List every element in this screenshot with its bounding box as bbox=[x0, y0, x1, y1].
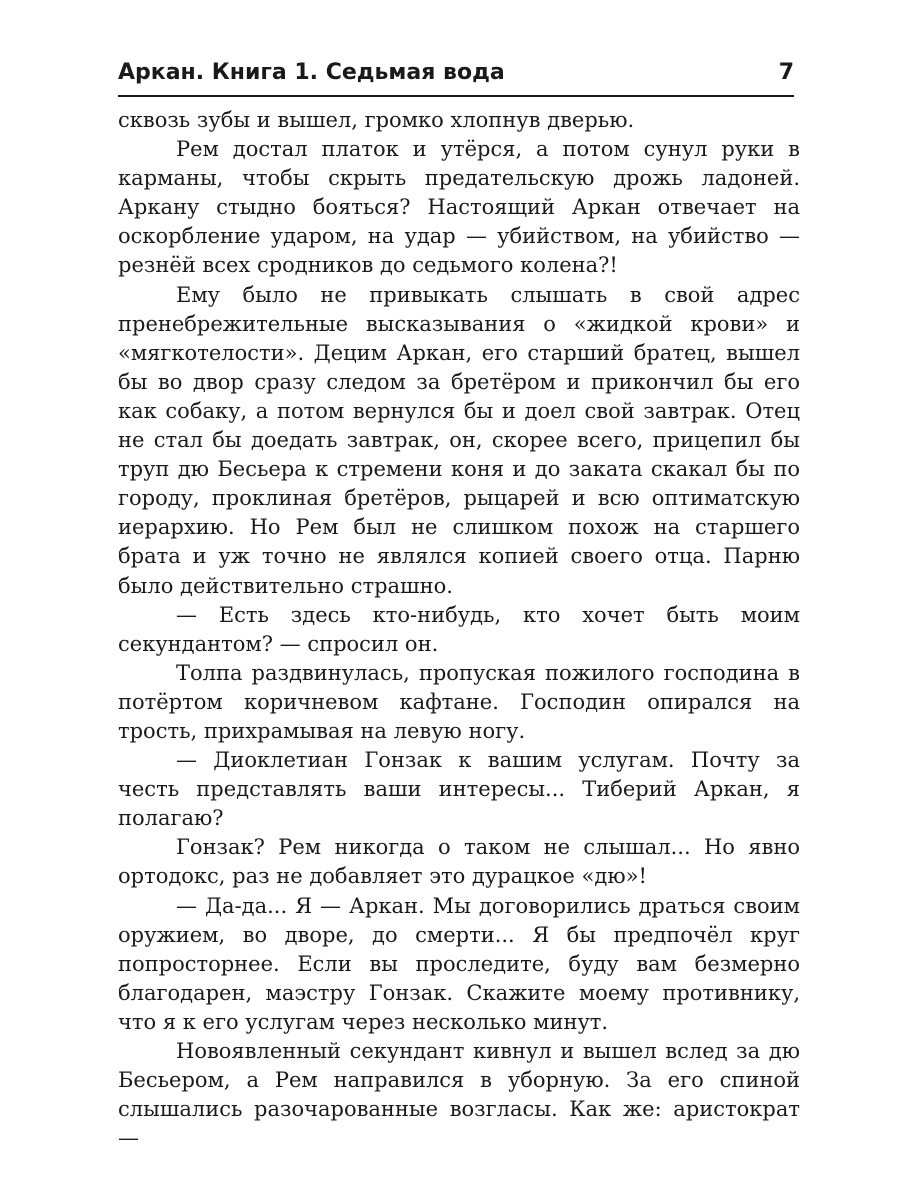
header-rule bbox=[118, 95, 794, 97]
paragraph: Толпа раздвинулась, пропуская пожилого господина в потёртом коричневом кафтане. Господин опирался на трость, прихрамывая на левую ногу. bbox=[118, 660, 800, 743]
dialogue-paragraph: — Диоклетиан Гонзак к вашим услугам. Почту за честь представлять ваши интересы... Тиберий Аркан, я полагаю? bbox=[118, 748, 800, 831]
dialogue-paragraph: — Да-да... Я — Аркан. Мы договорились драться своим оружием, во дворе, до смерти... Я бы предпочёл круг попросторнее. Если вы проследите, буду вам безмерно благодарен, маэстру Гонзак. Скажите моему противнику, что я к его услугам через несколько минут. bbox=[118, 893, 800, 1034]
paragraph: Новоявленный секундант кивнул и вышел вслед за дю Бесьером, а Рем направился в уборную. За его спиной слышались разочарованные возгласы. Как же: аристократ — bbox=[118, 1039, 800, 1151]
running-header bbox=[118, 58, 794, 98]
page-number: 7 bbox=[778, 60, 794, 85]
page-body bbox=[118, 106, 800, 1153]
paragraph: Гонзак? Рем никогда о таком не слышал... Но явно ортодокс, раз не добавляет это дурацкое «дю»! bbox=[118, 835, 800, 889]
book-title: Аркан. Книга 1. Седьмая вода bbox=[118, 60, 505, 85]
paragraph: Рем достал платок и утёрся, а потом сунул руки в карманы, чтобы скрыть предательскую дрожь ладоней. Аркану стыдно бояться? Настоящий Аркан отвечает на оскорбление ударом, на удар — убийством, на убийство — резнёй всех сродников до седьмого колена?! bbox=[118, 137, 800, 278]
dialogue-paragraph: — Есть здесь кто-нибудь, кто хочет быть моим секундантом? — спросил он. bbox=[118, 602, 800, 656]
paragraph: Ему было не привыкать слышать в свой адрес пренебрежительные высказывания о «жидкой крови» и «мягкотелости». Децим Аркан, его старший братец, вышел бы во двор сразу следом за бретёром и прикончил бы его как собаку, а потом вернулся бы и доел свой завтрак. Отец не стал бы доедать завтрак, он, скорее всего, прицепил бы труп дю Бесьера к стремени коня и до заката скакал бы по городу, проклиная бретёров, рыцарей и всю оптиматскую иерархию. Но Рем был не слишком похож на старшего брата и уж точно не являлся копией своего отца. Парню было действительно страшно. bbox=[118, 282, 800, 598]
paragraph-continuation: сквозь зубы и вышел, громко хлопнув дверью. bbox=[118, 108, 635, 132]
